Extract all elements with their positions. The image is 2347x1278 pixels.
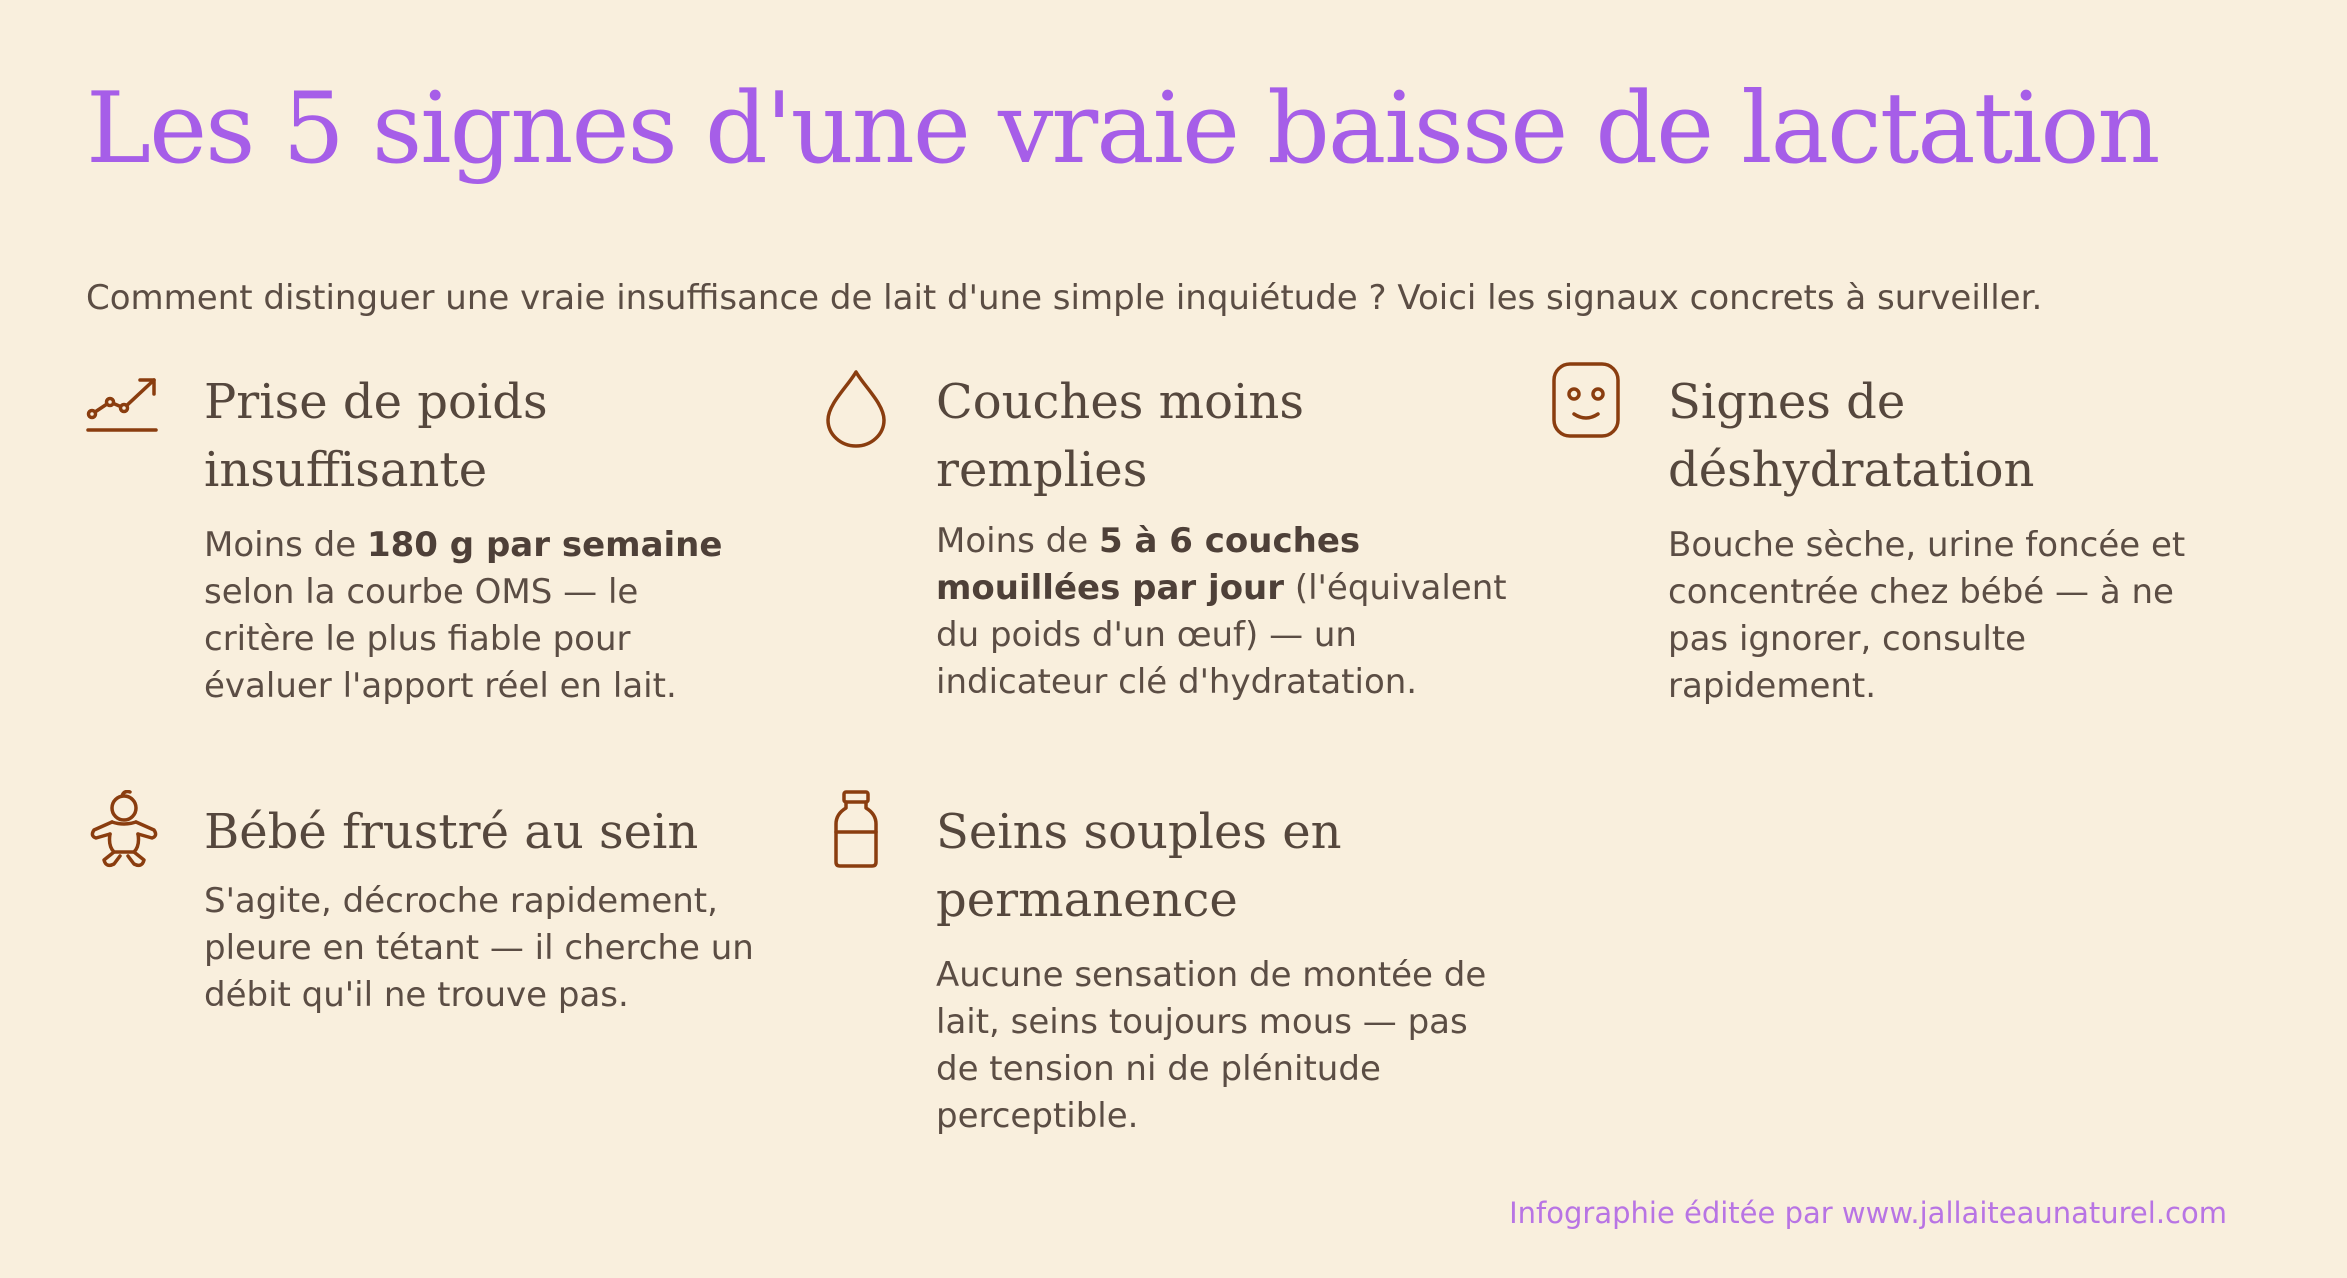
sign-description: Moins de 180 g par semaine selon la courbe OMS — le critère le plus fiable pour évaluer l'apport réel en lait. [204, 525, 723, 706]
milk-bottle-icon [818, 790, 894, 870]
baby-icon [86, 790, 162, 870]
footer-credit: Infographie éditée par www.jallaiteaunaturel.com [1509, 1196, 2227, 1230]
sign-title: Seins souples en permanence [936, 804, 1342, 928]
sign-description: Bouche sèche, urine foncée et concentrée chez bébé — à ne pas ignorer, consulte rapidement. [1668, 525, 2186, 706]
sign-title: Couches moins remplies [936, 374, 1304, 498]
drop-icon [818, 368, 894, 448]
sign-title: Bébé frustré au sein [204, 804, 699, 860]
sign-title: Signes de déshydratation [1668, 374, 2035, 498]
growth-chart-icon [86, 368, 162, 448]
sign-title: Prise de poids insuffisante [204, 374, 548, 498]
sign-description: Moins de 5 à 6 couches mouillées par jour (l'équivalent du poids d'un œuf) — un indicateur clé d'hydratation. [936, 521, 1507, 702]
page-title: Les 5 signes d'une vraie baisse de lactation [86, 72, 2159, 186]
face-icon [1550, 360, 1626, 440]
sign-description: S'agite, décroche rapidement, pleure en tétant — il cherche un débit qu'il ne trouve pas. [204, 881, 754, 1015]
sign-description: Aucune sensation de montée de lait, seins toujours mous — pas de tension ni de plénitude perceptible. [936, 955, 1487, 1136]
page-subtitle: Comment distinguer une vraie insuffisance de lait d'une simple inquiétude ? Voici les signaux concrets à surveiller. [86, 278, 2043, 318]
